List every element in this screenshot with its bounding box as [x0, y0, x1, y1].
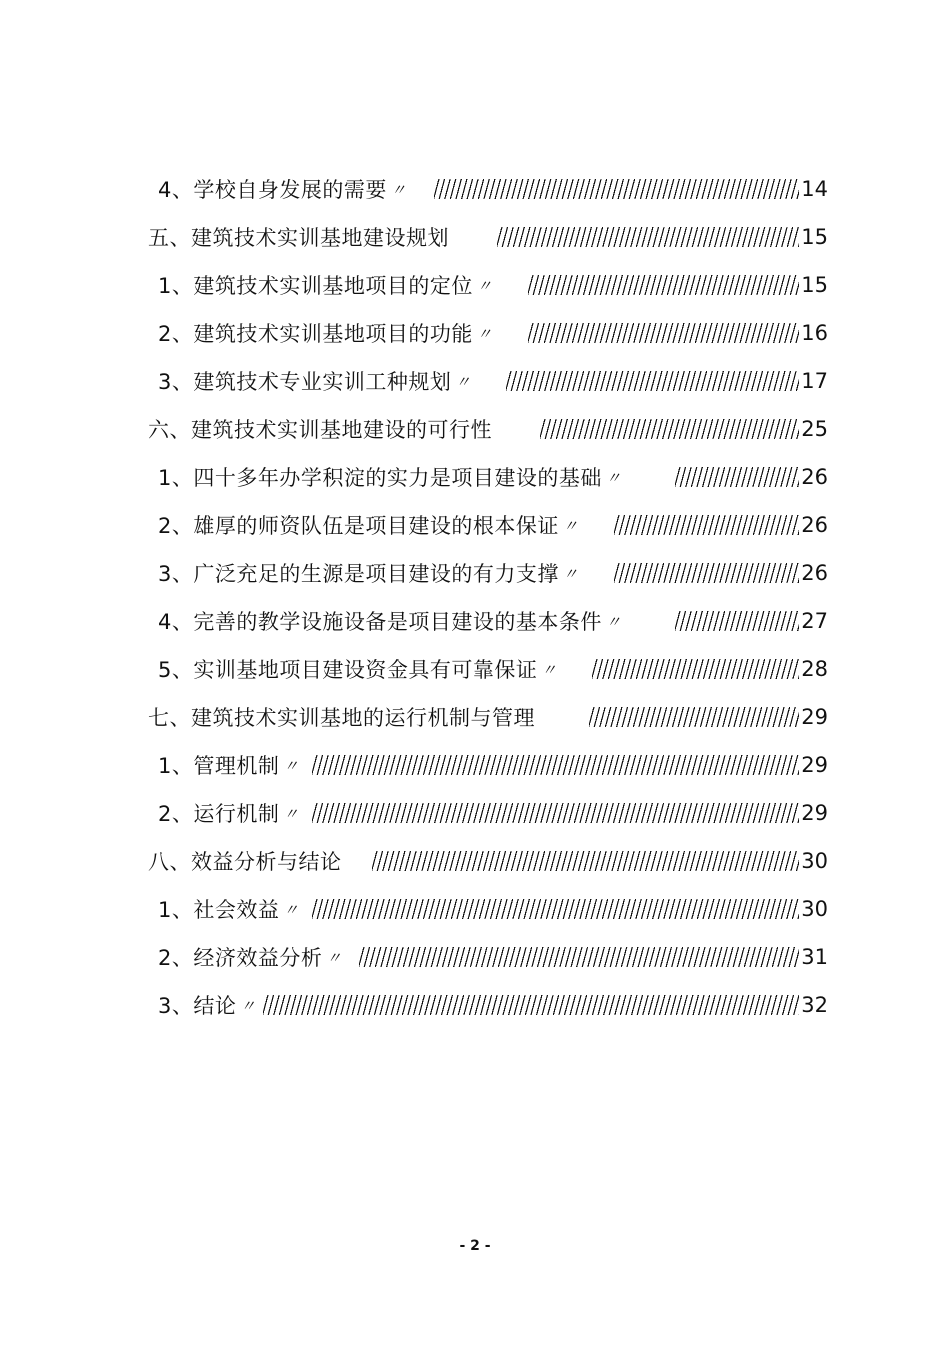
toc-entry-leader [372, 851, 800, 871]
toc-entry-tick: 〃 [541, 660, 557, 679]
toc-entry-leader [614, 563, 799, 583]
toc-entry-leader [540, 419, 799, 439]
toc-entry-label: 七、建筑技术实训基地的运行机制与管理 [148, 706, 535, 730]
toc-entry-label: 3、建筑技术专业实训工种规划 [158, 370, 452, 394]
toc-entry-label: 3、结论 [158, 994, 237, 1018]
toc-entry [0, 741, 950, 789]
toc-entry-label: 1、四十多年办学积淀的实力是项目建设的基础 [158, 466, 602, 490]
toc-entry-page: 25 [801, 417, 828, 441]
toc-entry-page: 16 [801, 321, 828, 345]
toc-entry-page: 30 [801, 849, 828, 873]
toc-entry [0, 453, 950, 501]
toc-entry-page: 26 [801, 513, 828, 537]
toc-entry-label: 1、管理机制 [158, 754, 280, 778]
toc-entry-leader [312, 803, 799, 823]
toc-entry-page: 31 [801, 945, 828, 969]
toc-entry-label: 2、运行机制 [158, 802, 280, 826]
toc-entry-label: 4、完善的教学设施设备是项目建设的基本条件 [158, 610, 602, 634]
toc-entry-label: 4、学校自身发展的需要 [158, 178, 387, 202]
toc-entry [0, 933, 950, 981]
toc-entry-label: 1、建筑技术实训基地项目的定位 [158, 274, 473, 298]
toc-entry-label: 2、建筑技术实训基地项目的功能 [158, 322, 473, 346]
toc-entry-tick: 〃 [562, 564, 578, 583]
toc-entry-page: 26 [801, 465, 828, 489]
toc-entry-leader [434, 179, 799, 199]
toc-entry [0, 261, 950, 309]
toc-entry-leader [675, 611, 799, 631]
toc-entry [0, 837, 950, 885]
toc-entry [0, 213, 950, 261]
toc-entry-page: 27 [801, 609, 828, 633]
toc-entry-leader [528, 275, 799, 295]
toc-entry-label: 5、实训基地项目建设资金具有可靠保证 [158, 658, 538, 682]
toc-entry-leader [528, 323, 799, 343]
toc-entry [0, 789, 950, 837]
toc-entry [0, 165, 950, 213]
toc-entry-tick: 〃 [326, 948, 342, 967]
toc-entry-leader [359, 947, 799, 967]
toc-entry-page: 29 [801, 753, 828, 777]
toc-entry-label: 八、效益分析与结论 [148, 850, 342, 874]
table-of-contents [0, 165, 950, 1029]
toc-entry-tick: 〃 [283, 900, 299, 919]
toc-entry-page: 28 [801, 657, 828, 681]
toc-entry-leader [263, 995, 799, 1015]
toc-entry-page: 32 [801, 993, 828, 1017]
toc-entry [0, 645, 950, 693]
toc-entry-leader [675, 467, 799, 487]
toc-entry [0, 885, 950, 933]
toc-entry-page: 26 [801, 561, 828, 585]
toc-entry-tick: 〃 [240, 996, 256, 1015]
toc-entry [0, 693, 950, 741]
toc-entry-tick: 〃 [476, 324, 492, 343]
toc-entry-page: 29 [801, 705, 828, 729]
page-number: - 2 - [459, 1238, 491, 1254]
toc-entry-tick: 〃 [605, 612, 621, 631]
toc-entry-leader [592, 659, 799, 679]
toc-entry-label: 2、经济效益分析 [158, 946, 323, 970]
toc-entry-leader [589, 707, 799, 727]
toc-entry-page: 29 [801, 801, 828, 825]
toc-entry-label: 3、广泛充足的生源是项目建设的有力支撑 [158, 562, 559, 586]
toc-entry-leader [506, 371, 799, 391]
toc-entry-page: 14 [801, 177, 828, 201]
toc-entry-tick: 〃 [283, 804, 299, 823]
toc-entry-page: 30 [801, 897, 828, 921]
toc-entry-tick: 〃 [605, 468, 621, 487]
toc-entry-tick: 〃 [283, 756, 299, 775]
toc-entry [0, 549, 950, 597]
toc-entry [0, 501, 950, 549]
toc-entry-leader [312, 899, 799, 919]
toc-entry [0, 309, 950, 357]
toc-entry-tick: 〃 [476, 276, 492, 295]
toc-entry-label: 六、建筑技术实训基地建设的可行性 [148, 418, 492, 442]
toc-entry [0, 597, 950, 645]
toc-entry-label: 1、社会效益 [158, 898, 280, 922]
toc-entry-leader [614, 515, 799, 535]
toc-entry-label: 2、雄厚的师资队伍是项目建设的根本保证 [158, 514, 559, 538]
toc-entry-page: 17 [801, 369, 828, 393]
toc-entry [0, 981, 950, 1029]
toc-entry-page: 15 [801, 273, 828, 297]
toc-entry-tick: 〃 [390, 180, 406, 199]
toc-entry [0, 405, 950, 453]
toc-entry-page: 15 [801, 225, 828, 249]
toc-entry [0, 357, 950, 405]
toc-entry-leader [312, 755, 799, 775]
toc-entry-leader [497, 227, 799, 247]
toc-entry-label: 五、建筑技术实训基地建设规划 [148, 226, 449, 250]
toc-entry-tick: 〃 [455, 372, 471, 391]
toc-entry-tick: 〃 [562, 516, 578, 535]
